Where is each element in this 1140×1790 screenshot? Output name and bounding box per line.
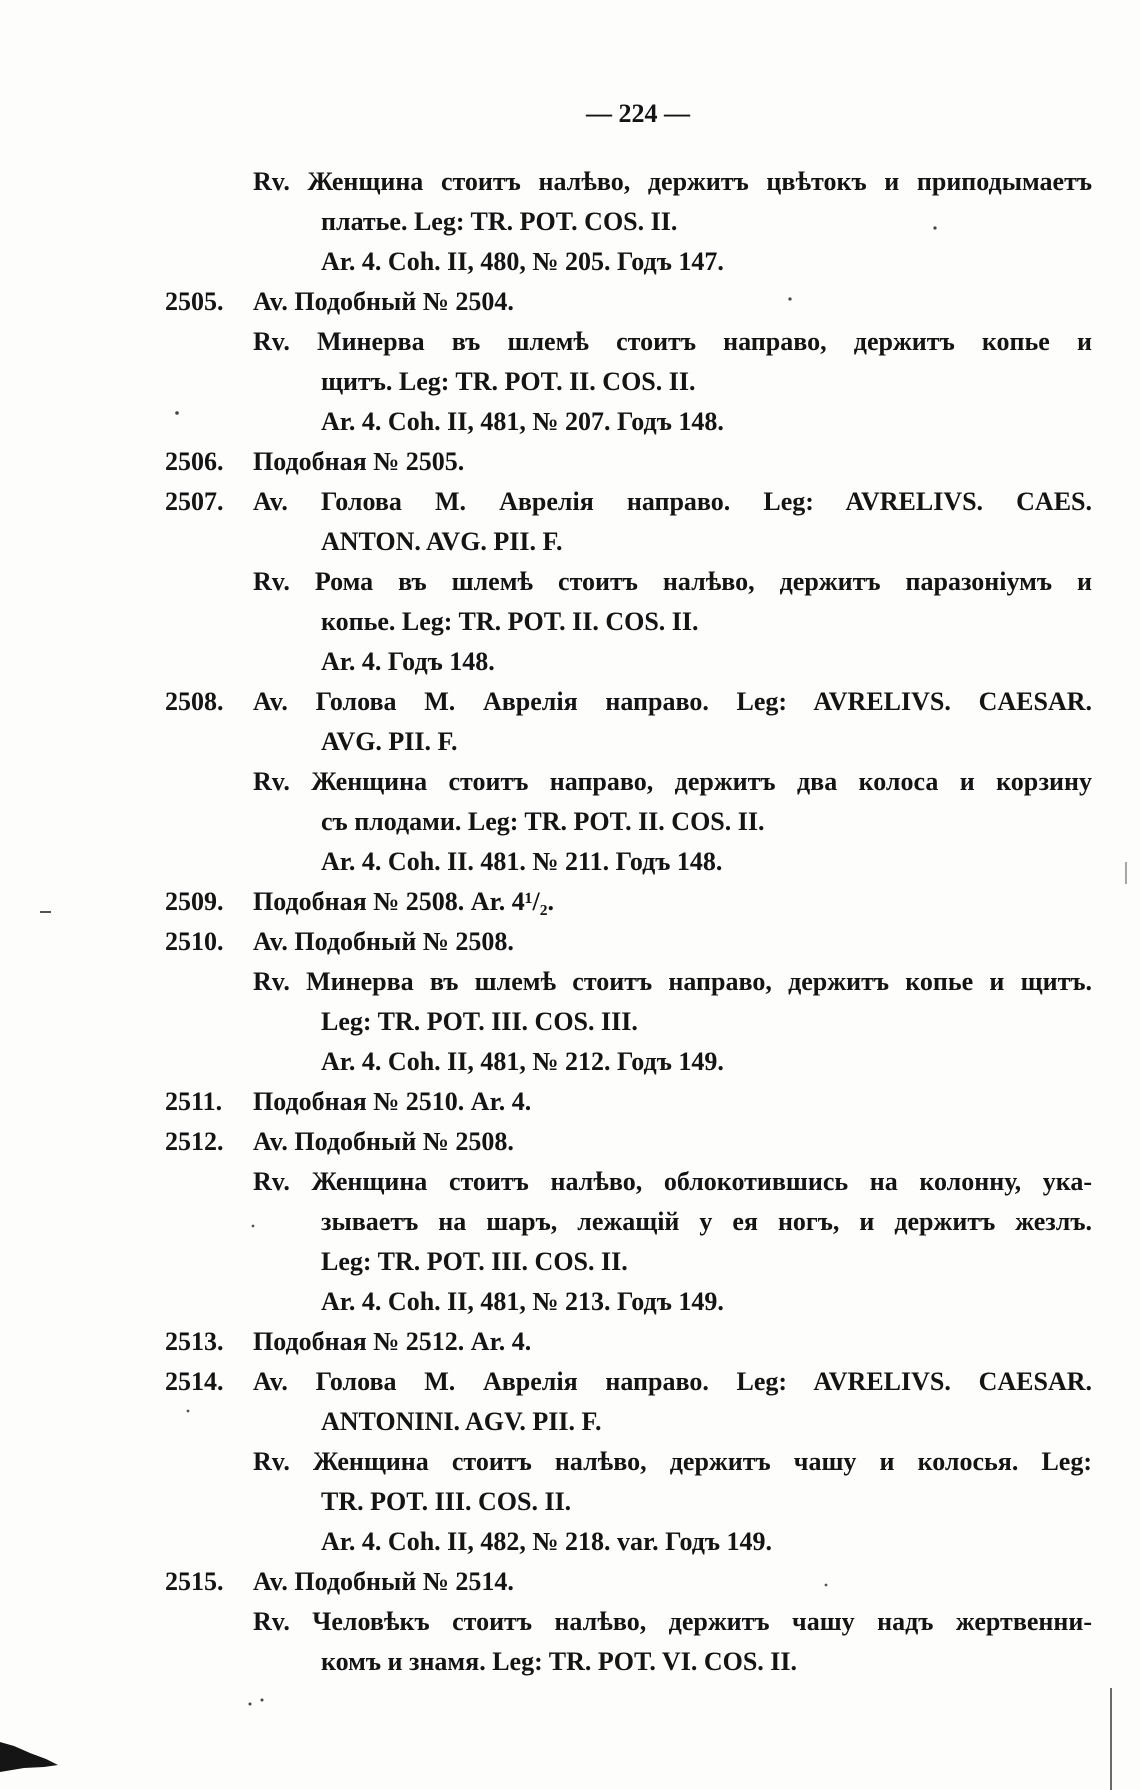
catalog-entry-2506 <box>0 442 1140 482</box>
entry-line <box>0 242 1140 282</box>
catalog-entry-2510 <box>0 922 1140 1082</box>
line-text: Подобная № 2508. Ar. 4¹/₂. <box>253 887 555 916</box>
entry-number: 2515. <box>165 1567 224 1596</box>
dust-speck <box>249 1703 252 1706</box>
line-text: зываетъ на шаръ, лежащій у ея ногъ, и держитъ жезлъ. <box>321 1207 1092 1236</box>
entry-line <box>0 962 1140 1002</box>
entry-line <box>0 402 1140 442</box>
ink-smudge <box>0 1742 58 1772</box>
entry-line <box>0 1482 1140 1522</box>
line-text: Ar. 4. Годъ 148. <box>321 647 495 676</box>
line-text: щитъ. Leg: TR. POT. II. COS. II. <box>321 367 696 396</box>
line-text: Leg: TR. POT. III. COS. II. <box>321 1247 628 1276</box>
entry-line <box>0 202 1140 242</box>
line-text: Rv. Человѣкъ стоитъ налѣво, держитъ чашу надъ жертвенни- <box>253 1607 1092 1636</box>
line-text: Rv. Женщина стоитъ налѣво, облокотившись на колонну, ука- <box>253 1167 1092 1196</box>
line-text: Rv. Женщина стоитъ налѣво, держитъ чашу и колосья. Leg: <box>253 1447 1092 1476</box>
catalog-entry-2511 <box>0 1082 1140 1122</box>
dust-speck <box>261 1699 264 1702</box>
catalog-entry-continued <box>0 162 1140 282</box>
line-text: Rv. Минерва въ шлемѣ стоитъ направо, держитъ копье и <box>253 327 1092 356</box>
entry-number: 2508. <box>165 687 224 716</box>
entry-line <box>0 1122 1140 1162</box>
line-text: Rv. Рома въ шлемѣ стоитъ налѣво, держитъ паразоніумъ и <box>253 567 1092 596</box>
line-text: Ar. 4. Coh. II, 481, № 207. Годъ 148. <box>321 407 724 436</box>
entry-number: 2513. <box>165 1327 224 1356</box>
catalog-entry-2512 <box>0 1122 1140 1322</box>
entry-line <box>0 1162 1140 1202</box>
catalog-entry-2515 <box>0 1562 1140 1682</box>
entry-line <box>0 1522 1140 1562</box>
entry-line <box>0 562 1140 602</box>
entry-line <box>0 762 1140 802</box>
entry-number: 2514. <box>165 1367 224 1396</box>
entry-line <box>0 1002 1140 1042</box>
line-text: Av. Подобный № 2508. <box>253 927 514 956</box>
entry-number: 2505. <box>165 287 224 316</box>
line-text: Av. Голова М. Аврелія направо. Leg: AVRELIVS. CAES. <box>253 487 1092 516</box>
entry-line <box>0 1642 1140 1682</box>
entry-line <box>0 682 1140 722</box>
entry-number: 2511. <box>165 1087 223 1116</box>
page-number: — 224 — <box>586 99 690 128</box>
entry-line <box>0 322 1140 362</box>
entry-line <box>0 722 1140 762</box>
entry-line <box>0 1282 1140 1322</box>
line-text: TR. POT. III. COS. II. <box>321 1487 572 1516</box>
line-text: Ar. 4. Coh. II, 481, № 213. Годъ 149. <box>321 1287 724 1316</box>
line-text: Av. Подобный № 2504. <box>253 287 514 316</box>
entry-line <box>0 1042 1140 1082</box>
entry-line <box>0 882 1140 922</box>
entry-line <box>0 842 1140 882</box>
entry-line <box>0 442 1140 482</box>
line-text: съ плодами. Leg: TR. POT. II. COS. II. <box>321 807 765 836</box>
entry-line <box>0 802 1140 842</box>
line-text: копье. Leg: TR. POT. II. COS. II. <box>321 607 699 636</box>
catalog-entry-2514 <box>0 1362 1140 1562</box>
line-text: Rv. Женщина стоитъ направо, держитъ два колоса и корзину <box>253 767 1092 796</box>
line-text: ANTON. AVG. PII. F. <box>321 527 563 556</box>
catalog-entry-2513 <box>0 1322 1140 1362</box>
line-text: Подобная № 2512. Ar. 4. <box>253 1327 532 1356</box>
entry-line <box>0 642 1140 682</box>
entry-line <box>0 1242 1140 1282</box>
line-text: AVG. PII. F. <box>321 727 458 756</box>
entry-number: 2506. <box>165 447 224 476</box>
line-text: Leg: TR. POT. III. COS. III. <box>321 1007 638 1036</box>
entry-line <box>0 922 1140 962</box>
entry-line <box>0 362 1140 402</box>
entry-line <box>0 1082 1140 1122</box>
line-text: Rv. Женщина стоитъ налѣво, держитъ цвѣтокъ и приподымаетъ <box>253 167 1092 196</box>
line-text: Подобная № 2510. Ar. 4. <box>253 1087 532 1116</box>
line-text: платье. Leg: TR. POT. COS. II. <box>321 207 678 236</box>
line-text: Av. Голова М. Аврелія направо. Leg: AVRELIVS. CAESAR. <box>253 1367 1092 1396</box>
entry-number: 2510. <box>165 927 224 956</box>
line-text: Подобная № 2505. <box>253 447 465 476</box>
entry-line <box>0 1362 1140 1402</box>
line-text: комъ и знамя. Leg: TR. POT. VI. COS. II. <box>321 1647 798 1676</box>
entry-number: 2512. <box>165 1127 224 1156</box>
line-text: Ar. 4. Coh. II, 480, № 205. Годъ 147. <box>321 247 724 276</box>
catalog-entry-2509 <box>0 882 1140 922</box>
entry-line <box>0 1442 1140 1482</box>
entry-line <box>0 482 1140 522</box>
entry-number: 2507. <box>165 487 224 516</box>
line-text: Av. Подобный № 2508. <box>253 1127 514 1156</box>
entry-line <box>0 1402 1140 1442</box>
entry-line <box>0 602 1140 642</box>
line-text: Ar. 4. Coh. II, 482, № 218. var. Годъ 149. <box>321 1527 773 1556</box>
entry-line <box>0 1562 1140 1602</box>
entry-line <box>0 1602 1140 1642</box>
line-text: ANTONINI. AGV. PII. F. <box>321 1407 602 1436</box>
catalog-entry-2507 <box>0 482 1140 682</box>
catalog-entry-2505 <box>0 282 1140 442</box>
line-text: Rv. Минерва въ шлемѣ стоитъ направо, держитъ копье и щитъ. <box>253 967 1092 996</box>
entry-number: 2509. <box>165 887 224 916</box>
entry-line <box>0 1202 1140 1242</box>
entry-line <box>0 522 1140 562</box>
entry-line <box>0 162 1140 202</box>
entry-line <box>0 1322 1140 1362</box>
line-text: Av. Подобный № 2514. <box>253 1567 514 1596</box>
line-text: Ar. 4. Coh. II, 481, № 212. Годъ 149. <box>321 1047 724 1076</box>
line-text: Ar. 4. Coh. II. 481. № 211. Годъ 148. <box>321 847 723 876</box>
catalog-body <box>0 162 1140 1682</box>
catalog-entry-2508 <box>0 682 1140 882</box>
entry-line <box>0 282 1140 322</box>
line-text: Av. Голова М. Аврелія направо. Leg: AVRELIVS. CAESAR. <box>253 687 1092 716</box>
